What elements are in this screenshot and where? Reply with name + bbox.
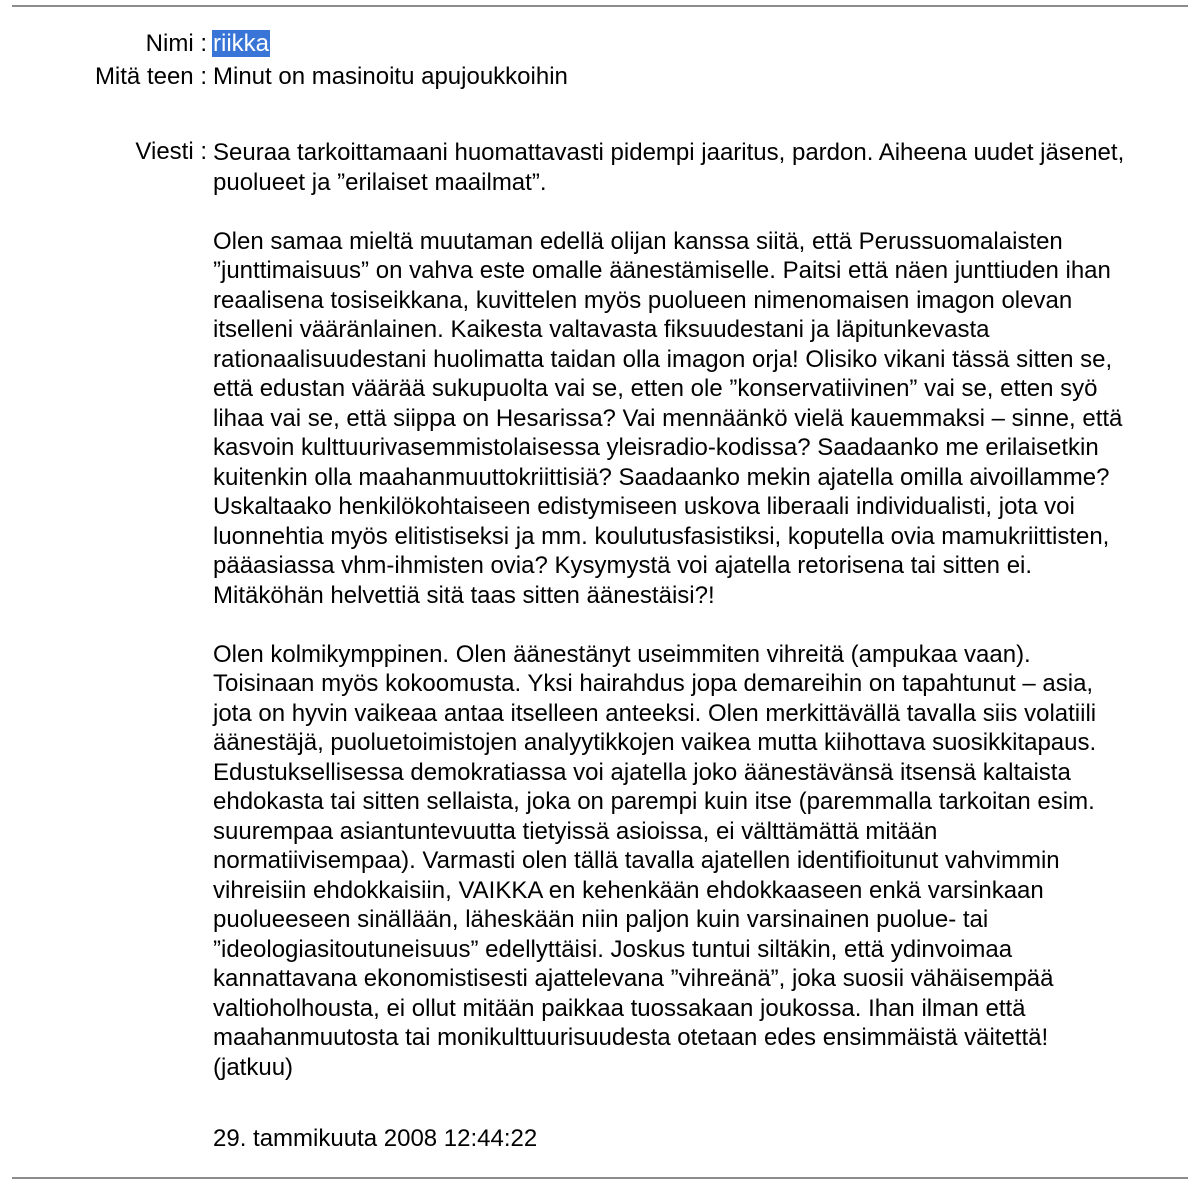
message-paragraph: Olen samaa mieltä muutaman edellä olijan kanssa siitä, että Perussuomalaisten ”junttimaisuus” on vahva este omalle äänestämiselle. Paitsi että näen junttiuden ihan reaalisena tosiseikkana, kuvittelen myös puolueen nimenomaisen imagon olevan itselleni vääränlainen. Kaikesta valtavasta fiksuudestani ja läpitunkevasta rationaalisuudestani huolimatta taidan olla imagon orja! Olisiko vikani tässä sitten se, että edustan väärää sukupuolta vai se, etten ole ”konservatiivinen” vai se, etten syö lihaa vai se, että siippa on Hesarissa? Vai mennäänkö vielä kauemmaksi – sinne, että kasvoin kulttuurivasemmistolaisessa yleisradio-kodissa? Saadaanko me erilaisetkin kuitenkin olla maahanmuuttokriittisiä? Saadaanko mekin ajatella omilla aivoillamme? Uskaltaako henkilökohtaiseen edistymiseen uskova liberaali individualisti, jota voi luonnehtia myös elitistiseksi ja mm. koulutusfasistiksi, koputella ovia mamukriittisten, pääasiassa vhm-ihmisten ovia? Kysymystä voi ajatella retorisena tai sitten ei. Mitäköhän helvettiä sitä taas sitten äänestäisi?! [213,227,1123,609]
top-divider [12,5,1188,7]
name-label: Nimi : [145,30,207,57]
name-value-wrapper [213,27,270,60]
role-value: Minut on masinoitu apujoukkoihin [213,63,568,90]
message-paragraph: Olen kolmikymppinen. Olen äänestänyt useimmiten vihreitä (ampukaa vaan). Toisinaan myös kokoomusta. Yksi hairahdus jopa demareihin on tapahtunut – asia, jota on hyvin vaikeaa antaa itselleen anteeksi. Olen merkittävällä tavalla siis volatiili äänestäjä, puoluetoimistojen analyytikkojen vaikea mutta kiihottava suosikkitapaus. Edustuksellisessa demokratiassa voi ajatella joko äänestävänsä itsensä kaltaista ehdokasta tai sitten sellaista, joka on parempi kuin itse (paremmalla tarkoitan esim. suurempaa asiantuntevuutta tietyissä asioissa, ei välttämättä mitään normatiivisempaa). Varmasti olen tällä tavalla ajatellen identifioitunut vahvimmin vihreisiin ehdokkaisiin, VAIKKA en kehenkään ehdokkaaseen enkä varsinkaan puolueeseen sinällään, läheskään niin paljon kuin varsinainen puolue- tai ”ideologiasitoutuneisuus” edellyttäisi. Joskus tuntui siltäkin, että ydinvoimaa kannattavana ekonomistisesti ajattelevana ”vihreänä”, joka suosii vähäisempää valtioholhousta, ei ollut mitään paikkaa tuossakaan joukossa. Ihan ilman että maahanmuutosta tai monikulttuurisuudesta otetaan edes ensimmäistä väitettä! (jatkuu) [213,640,1097,1081]
message-paragraph: Seuraa tarkoittamaani huomattavasti pidempi jaaritus, pardon. Aiheena uudet jäsenet, puolueet ja ”erilaiset maailmat”. [213,139,1125,196]
message-body [213,138,1193,1112]
post-timestamp: 29. tammikuuta 2008 12:44:22 [213,1125,538,1152]
bottom-divider [12,1177,1188,1179]
message-label: Viesti : [135,138,207,165]
author-name[interactable]: riikka [213,30,270,57]
role-label: Mitä teen : [94,63,207,90]
